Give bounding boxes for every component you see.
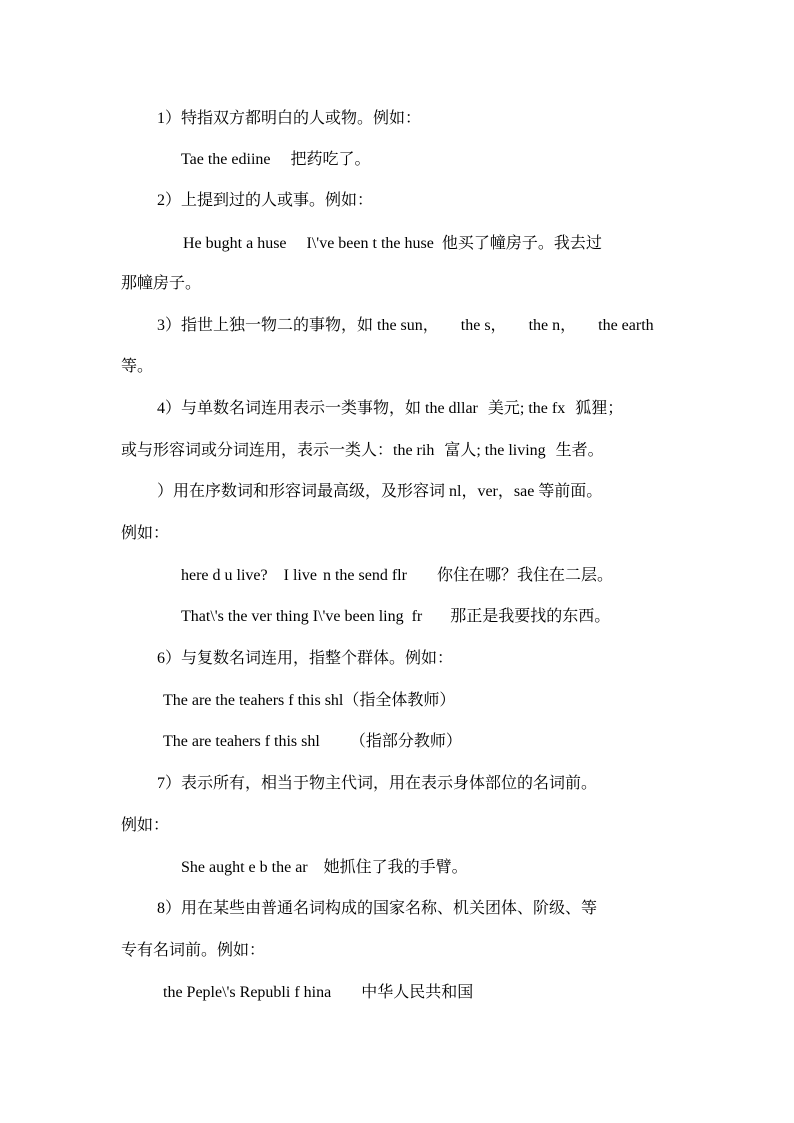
text-line: 那幢房子。 bbox=[121, 275, 202, 292]
text-line: here d u live? I live n the send flr 你住在哪？我住在二层。 bbox=[181, 567, 613, 584]
text-line: 7）表示所有，相当于物主代词，用在表示身体部位的名词前。 bbox=[157, 775, 598, 792]
text-line: 例如： bbox=[121, 817, 170, 834]
text-line: That\'s the ver thing I\'ve been ling fr 那正是我要找的东西。 bbox=[181, 608, 611, 625]
text-line: The are teahers f this shl （指部分教师） bbox=[163, 733, 462, 750]
text-line: Tae the ediine 把药吃了。 bbox=[181, 151, 371, 168]
text-line: 或与形容词或分词连用，表示一类人：the rih 富人; the living 生者。 bbox=[121, 442, 604, 459]
text-line: 6）与复数名词连用，指整个群体。例如： bbox=[157, 650, 454, 667]
text-line: The are the teahers f this shl（指全体教师） bbox=[163, 692, 456, 709]
text-line: She aught e b the ar 她抓住了我的手臂。 bbox=[181, 859, 468, 876]
text-line: He bught a huse I\'ve been t the huse 他买了幢房子。我去过 bbox=[183, 235, 602, 252]
text-line: 等。 bbox=[121, 358, 154, 375]
text-line: the Peple\'s Republi f hina 中华人民共和国 bbox=[163, 984, 474, 1001]
text-line: 3）指世上独一物二的事物，如 the sun， the s， the n， the earth bbox=[157, 317, 654, 334]
text-line: 4）与单数名词连用表示一类事物，如 the dllar 美元; the fx 狐狸； bbox=[157, 400, 624, 417]
text-line: 专有名词前。例如： bbox=[121, 942, 266, 959]
text-line: ）用在序数词和形容词最高级，及形容词 nl，ver，sae 等前面。 bbox=[157, 483, 603, 500]
text-line: 8）用在某些由普通名词构成的国家名称、机关团体、阶级、等 bbox=[157, 900, 598, 917]
text-line: 1）特指双方都明白的人或物。例如： bbox=[157, 110, 422, 127]
text-line: 2）上提到过的人或事。例如： bbox=[157, 192, 374, 209]
text-line: 例如： bbox=[121, 525, 170, 542]
